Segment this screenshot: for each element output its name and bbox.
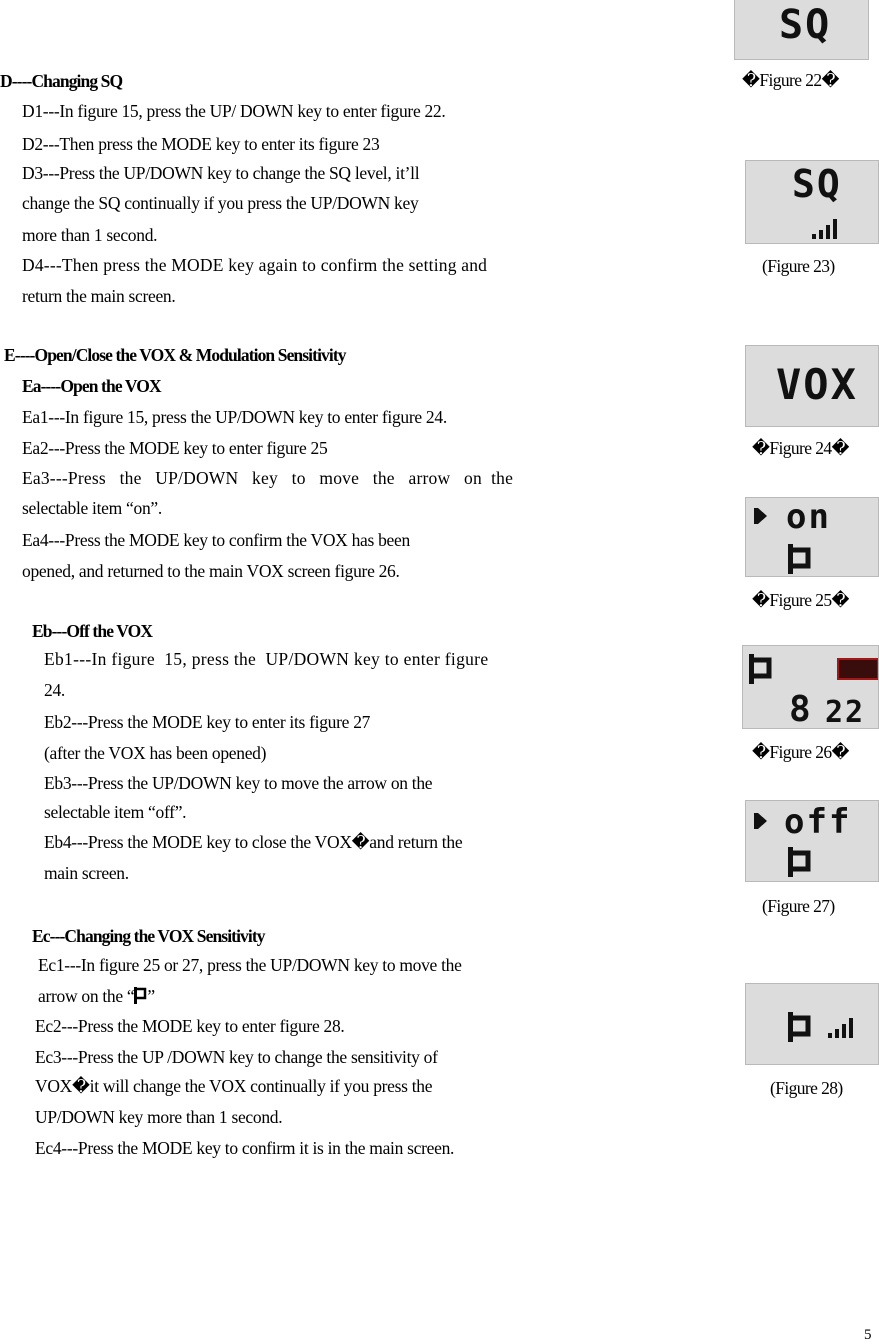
figure-27-text: off xyxy=(784,802,852,842)
figure-28-display xyxy=(745,983,879,1065)
step-d3: D3---Press the UP/DOWN key to change the SQ level, it’ll xyxy=(22,163,420,183)
step-d4-cont: return the main screen. xyxy=(22,286,176,306)
section-ec-heading: Ec---Changing the VOX Sensitivity xyxy=(32,926,265,946)
step-ea4-cont: opened, and returned to the main VOX screen figure 26. xyxy=(22,561,400,581)
figure-24-text: VOX xyxy=(776,360,858,409)
section-ea-heading: Ea----Open the VOX xyxy=(22,376,161,396)
step-ec1-cont xyxy=(38,987,155,1006)
figure-23-display xyxy=(745,160,879,244)
figure-25-caption: �Figure 25� xyxy=(752,590,849,610)
section-eb-heading: Eb---Off the VOX xyxy=(32,621,153,641)
figure-22-display xyxy=(734,0,869,60)
step-d3-cont: change the SQ continually if you press the UP/DOWN key xyxy=(22,193,419,213)
step-ec2: Ec2---Press the MODE key to enter figure 28. xyxy=(35,1016,345,1036)
step-ec1: Ec1---In figure 25 or 27, press the UP/DOWN key to move the xyxy=(38,955,462,975)
figure-25-display xyxy=(745,497,879,577)
selection-arrow-icon xyxy=(758,813,767,829)
step-ec1-cont-close: ” xyxy=(147,986,155,1006)
step-d1: D1---In figure 15, press the UP/ DOWN key to enter figure 22. xyxy=(22,101,446,121)
figure-26-number: 22 xyxy=(825,695,866,729)
figure-25-text: on xyxy=(786,497,831,537)
step-ec3-cont: VOX�it will change the VOX continually if you press the xyxy=(35,1076,433,1096)
step-eb4: Eb4---Press the MODE key to close the VOX�and return the xyxy=(44,832,463,852)
step-ea3-cont: selectable item “on”. xyxy=(22,498,162,518)
selection-arrow-icon xyxy=(758,508,767,524)
step-d3-cont2: more than 1 second. xyxy=(22,225,158,245)
step-ea4: Ea4---Press the MODE key to confirm the VOX has been xyxy=(22,530,410,550)
vox-sensitivity-icon xyxy=(788,847,814,877)
step-d2: D2---Then press the MODE key to enter its figure 23 xyxy=(22,134,380,154)
step-eb2: Eb2---Press the MODE key to enter its figure 27 xyxy=(44,712,371,732)
figure-22-caption: �Figure 22� xyxy=(742,70,839,90)
step-ea3: Ea3---Press the UP/DOWN key to move the arrow on the xyxy=(22,468,514,488)
step-ea1: Ea1---In figure 15, press the UP/DOWN key to enter figure 24. xyxy=(22,407,447,427)
vox-sensitivity-icon xyxy=(788,1012,814,1042)
figure-26-caption: �Figure 26� xyxy=(752,742,849,762)
step-eb3: Eb3---Press the UP/DOWN key to move the arrow on the xyxy=(44,773,433,793)
page-number: 5 xyxy=(864,1327,872,1343)
figure-23-text: SQ xyxy=(792,162,842,206)
figure-26-channel-digit: 8 xyxy=(789,689,813,729)
vox-sensitivity-icon xyxy=(749,654,775,684)
vox-sensitivity-icon xyxy=(134,987,147,1004)
step-ec3-cont2: UP/DOWN key more than 1 second. xyxy=(35,1107,283,1127)
step-eb4-cont: main screen. xyxy=(44,863,129,883)
step-eb2-cont: (after the VOX has been opened) xyxy=(44,743,267,763)
figure-26-display xyxy=(742,645,879,729)
figure-23-caption: (Figure 23) xyxy=(762,256,835,276)
figure-28-caption: (Figure 28) xyxy=(770,1078,843,1098)
figure-22-text: SQ xyxy=(779,2,832,48)
figure-27-caption: (Figure 27) xyxy=(762,896,835,916)
vox-sensitivity-icon xyxy=(788,544,814,574)
step-eb3-cont: selectable item “off”. xyxy=(44,802,187,822)
battery-icon xyxy=(837,658,879,680)
step-ec4: Ec4---Press the MODE key to confirm it is in the main screen. xyxy=(35,1138,455,1158)
signal-bars-icon xyxy=(812,217,837,239)
sensitivity-bars-icon xyxy=(828,1016,853,1038)
step-eb1: Eb1---In figure 15, press the UP/DOWN key to enter figure xyxy=(44,649,489,669)
figure-27-display xyxy=(745,800,879,882)
step-ec1-cont-text: arrow on the “ xyxy=(38,986,135,1006)
section-d-heading: D----Changing SQ xyxy=(0,71,123,91)
step-d4: D4---Then press the MODE key again to confirm the setting and xyxy=(22,255,488,275)
figure-24-caption: �Figure 24� xyxy=(752,438,849,458)
step-eb1-cont: 24. xyxy=(44,680,65,700)
step-ec3: Ec3---Press the UP /DOWN key to change the sensitivity of xyxy=(35,1047,438,1067)
step-ea2: Ea2---Press the MODE key to enter figure 25 xyxy=(22,438,328,458)
section-e-heading: E----Open/Close the VOX & Modulation Sensitivity xyxy=(4,345,346,365)
figure-24-display xyxy=(745,345,879,427)
